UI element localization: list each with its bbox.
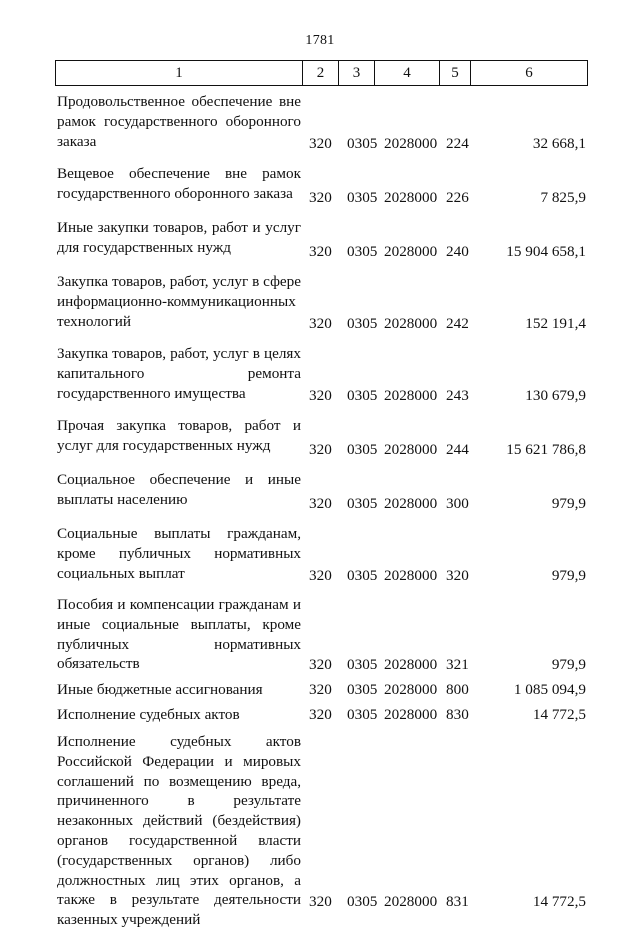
table-row — [0, 92, 640, 154]
row-target: 2028000 — [384, 135, 438, 153]
row-type: 320 — [446, 567, 469, 585]
row-type: 321 — [446, 656, 469, 674]
row-grbs: 320 — [309, 681, 332, 699]
row-name: Иные закупки товаров, работ и услуг для государственных нужд — [57, 219, 301, 256]
row-sum: 979,9 — [551, 656, 586, 674]
row-section: 0305 — [347, 706, 378, 724]
row-grbs: 320 — [309, 243, 332, 261]
table-row — [0, 680, 640, 700]
row-target: 2028000 — [384, 706, 438, 724]
page-number: 1781 — [305, 33, 335, 48]
row-section: 0305 — [347, 189, 378, 207]
row-name: Продовольственное обеспечение вне рамок государственного оборонного заказа — [57, 93, 301, 150]
row-section: 0305 — [347, 387, 378, 405]
row-section: 0305 — [347, 315, 378, 333]
row-section: 0305 — [347, 656, 378, 674]
row-grbs: 320 — [309, 441, 332, 459]
row-grbs: 320 — [309, 495, 332, 513]
row-sum: 152 191,4 — [525, 315, 586, 333]
row-name: Прочая закупка товаров, работ и услуг для государственных нужд — [57, 417, 301, 454]
table-row — [0, 272, 640, 334]
row-sum: 14 772,5 — [532, 706, 586, 724]
row-type: 830 — [446, 706, 469, 724]
row-type: 226 — [446, 189, 469, 207]
row-target: 2028000 — [384, 441, 438, 459]
row-type: 300 — [446, 495, 469, 513]
row-section: 0305 — [347, 495, 378, 513]
row-target: 2028000 — [384, 315, 438, 333]
table-row — [0, 524, 640, 586]
header-col-2: 2 — [303, 61, 339, 85]
row-type: 243 — [446, 387, 469, 405]
row-grbs: 320 — [309, 567, 332, 585]
row-target: 2028000 — [384, 189, 438, 207]
row-grbs: 320 — [309, 387, 332, 405]
row-section: 0305 — [347, 135, 378, 153]
row-name: Исполнение судебных актов Российской Федерации и мировых соглашений по возмещению вреда, причиненного в результате незаконных действий (бездействия) органов государственной власти (государственных органов) либо должностных лиц этих органов, а также в результате деятельности казенных учреждений — [57, 733, 301, 929]
table-row — [0, 344, 640, 406]
header-col-6: 6 — [525, 64, 533, 81]
row-section: 0305 — [347, 681, 378, 699]
row-target: 2028000 — [384, 567, 438, 585]
row-target: 2028000 — [384, 495, 438, 513]
row-target: 2028000 — [384, 656, 438, 674]
row-grbs: 320 — [309, 656, 332, 674]
row-grbs: 320 — [309, 189, 332, 207]
table-row — [0, 705, 640, 725]
row-name: Иные бюджетные ассигнования — [57, 681, 263, 698]
row-target: 2028000 — [384, 681, 438, 699]
row-type: 242 — [446, 315, 469, 333]
row-type: 800 — [446, 681, 469, 699]
row-section: 0305 — [347, 441, 378, 459]
table-row — [0, 218, 640, 262]
header-col-5: 5 — [440, 61, 471, 85]
row-sum: 979,9 — [551, 567, 586, 585]
table-header — [55, 60, 588, 86]
row-name: Пособия и компенсации гражданам и иные социальные выплаты, кроме публичных нормативных обязательств — [57, 596, 301, 673]
header-col-3: 3 — [339, 61, 375, 85]
row-grbs: 320 — [309, 135, 332, 153]
row-sum: 15 621 786,8 — [506, 441, 586, 459]
row-sum: 7 825,9 — [540, 189, 586, 207]
row-sum: 979,9 — [551, 495, 586, 513]
table-row — [0, 732, 640, 929]
row-sum: 14 772,5 — [532, 893, 586, 911]
table-row — [0, 416, 640, 460]
table-row — [0, 164, 640, 208]
row-sum: 130 679,9 — [525, 387, 586, 405]
row-grbs: 320 — [309, 893, 332, 911]
row-target: 2028000 — [384, 387, 438, 405]
row-type: 244 — [446, 441, 469, 459]
row-sum: 15 904 658,1 — [506, 243, 586, 261]
row-type: 224 — [446, 135, 469, 153]
row-grbs: 320 — [309, 315, 332, 333]
row-name: Закупка товаров, работ, услуг в сфере информационно-коммуникационных технологий — [57, 273, 301, 330]
row-name: Социальное обеспечение и иные выплаты населению — [57, 471, 301, 508]
table-body — [0, 92, 640, 929]
row-section: 0305 — [347, 893, 378, 911]
row-grbs: 320 — [309, 706, 332, 724]
row-type: 831 — [446, 893, 469, 911]
header-col-1: 1 — [56, 61, 303, 85]
table-row — [0, 595, 640, 675]
table-row — [0, 470, 640, 514]
row-name: Социальные выплаты гражданам, кроме публичных нормативных социальных выплат — [57, 525, 301, 582]
row-name: Вещевое обеспечение вне рамок государственного оборонного заказа — [57, 165, 301, 202]
row-sum: 1 085 094,9 — [513, 681, 586, 699]
row-section: 0305 — [347, 243, 378, 261]
row-sum: 32 668,1 — [532, 135, 586, 153]
row-target: 2028000 — [384, 893, 438, 911]
header-col-4: 4 — [375, 61, 440, 85]
row-target: 2028000 — [384, 243, 438, 261]
row-name: Исполнение судебных актов — [57, 706, 240, 723]
row-section: 0305 — [347, 567, 378, 585]
row-name: Закупка товаров, работ, услуг в целях капитального ремонта государственного имущества — [57, 345, 301, 402]
row-type: 240 — [446, 243, 469, 261]
